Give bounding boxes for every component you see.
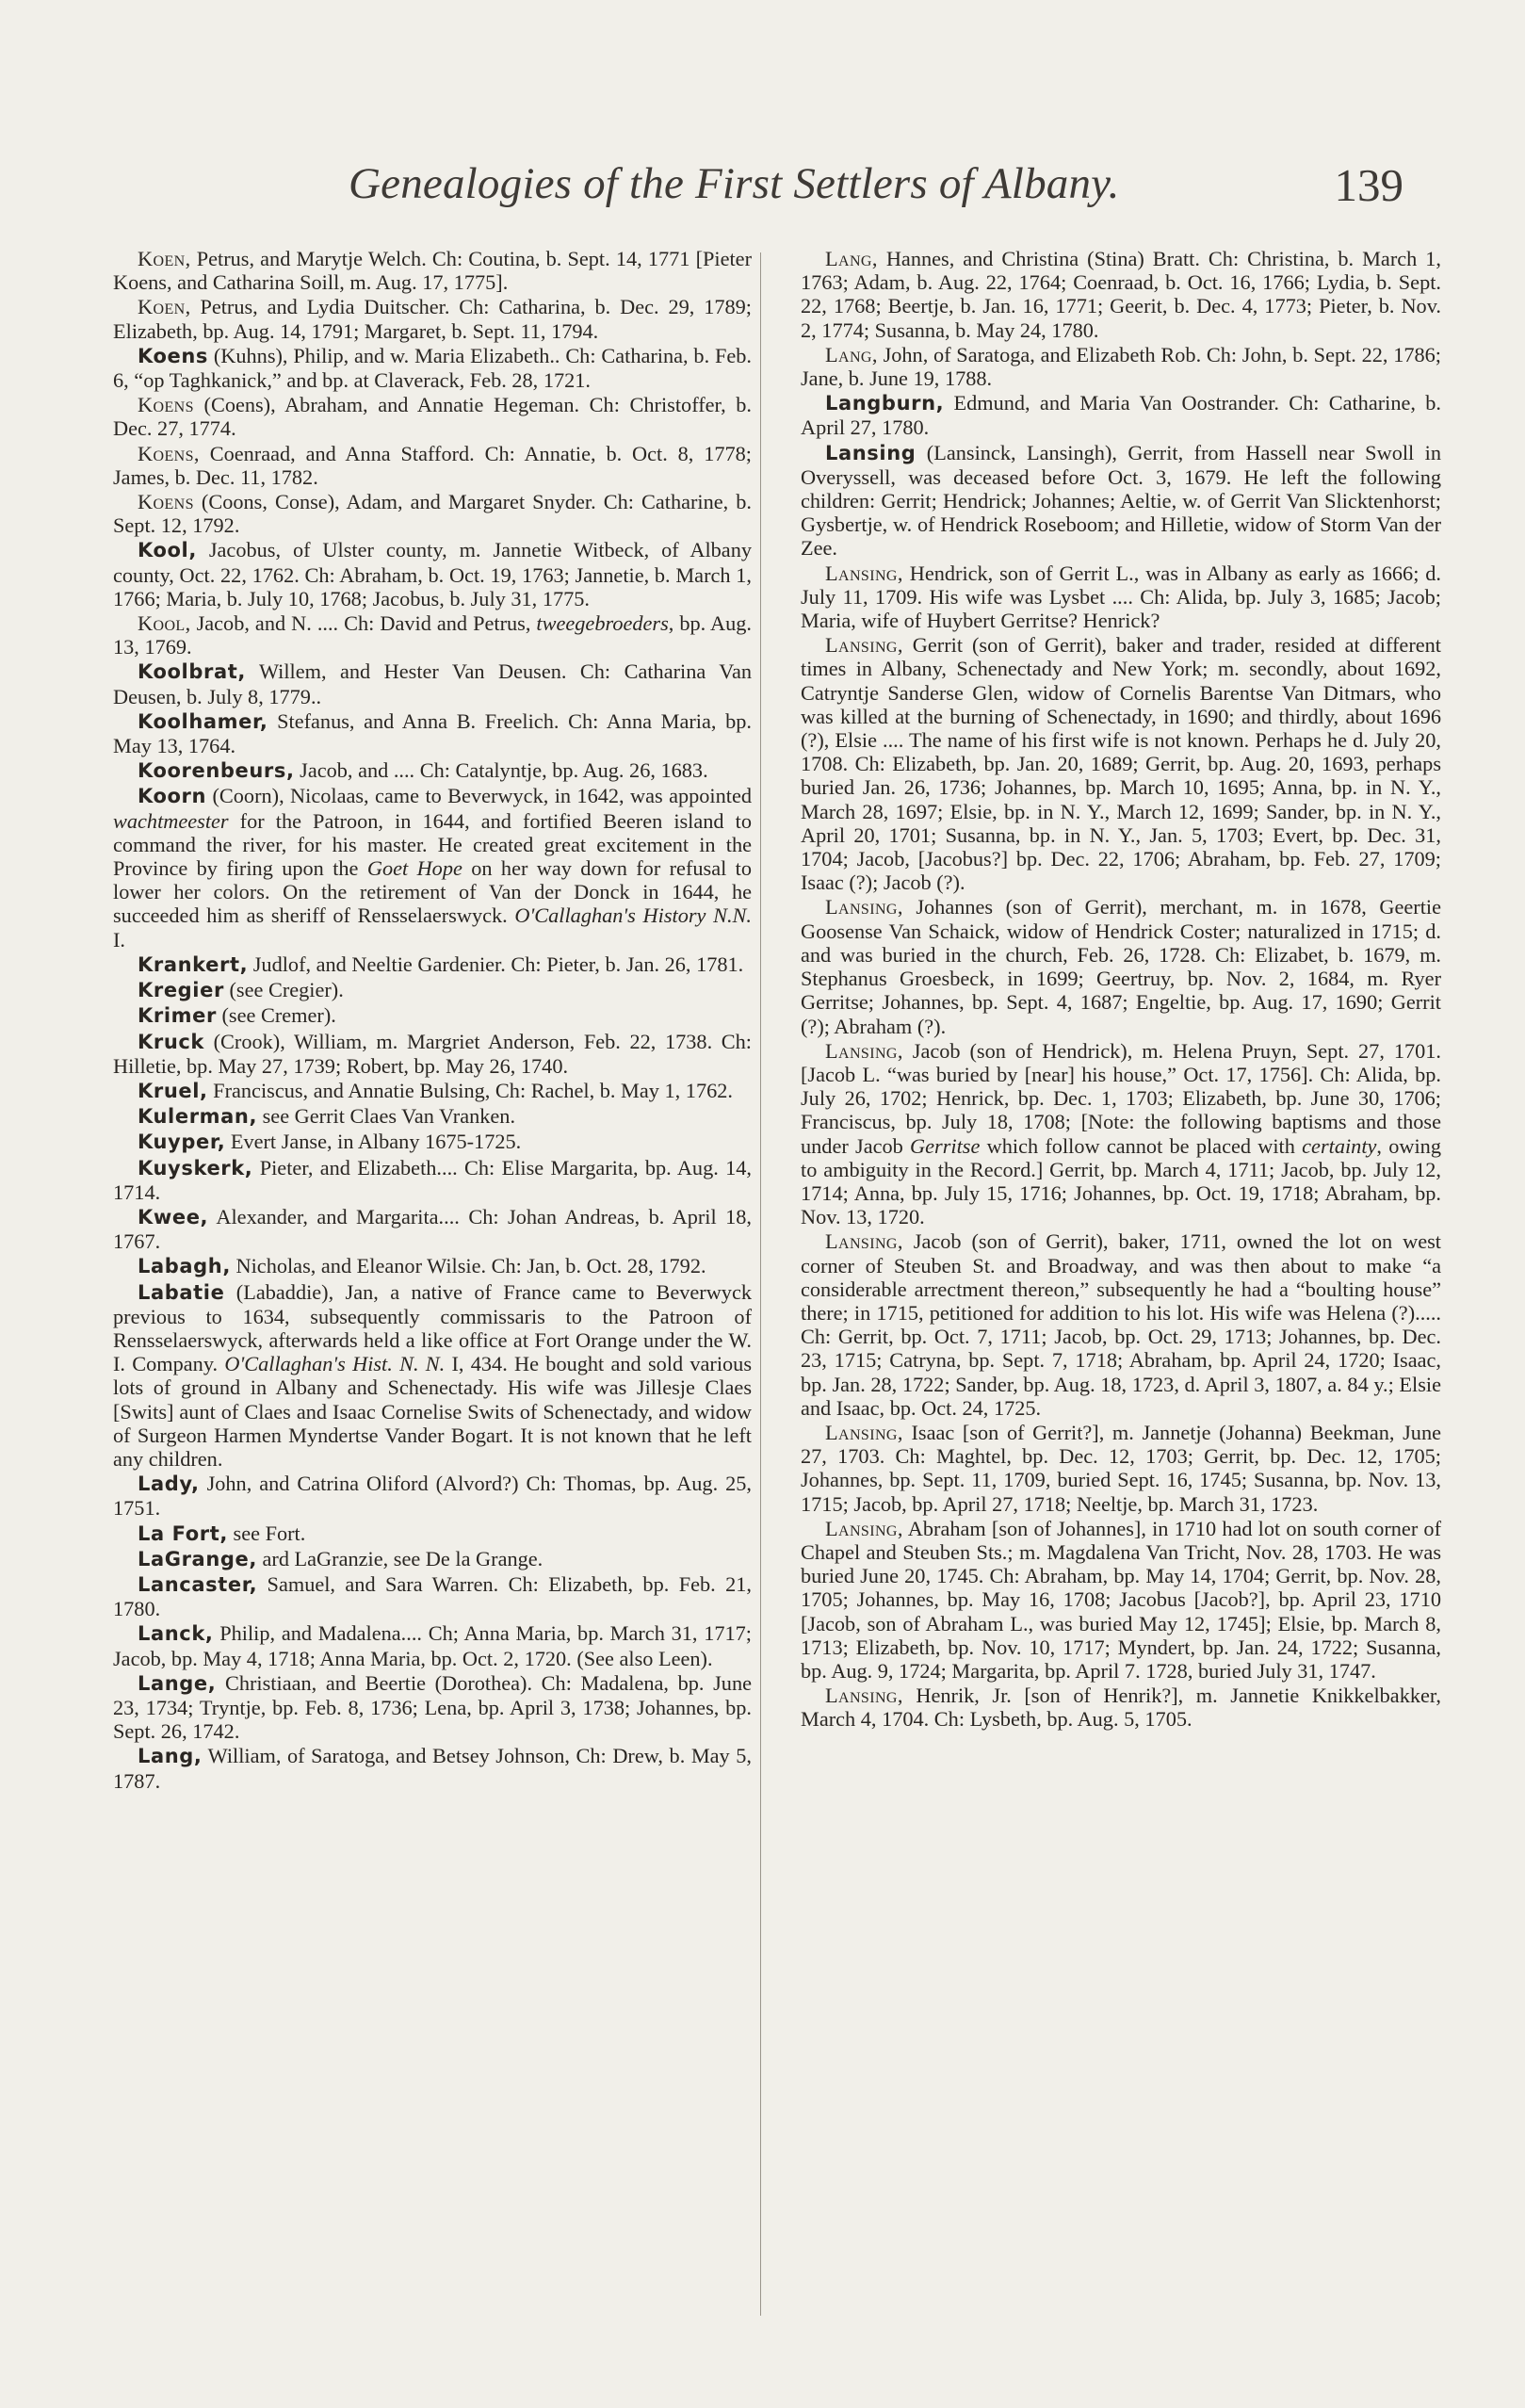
entry-text: (Coorn), Nicolaas, came to Beverwyck, in 1642, was appointed — [206, 784, 752, 808]
entry-text: Pieter, and Elizabeth.... Ch: Elise Margarita, bp. Aug. 14, 1714. — [113, 1155, 752, 1204]
entry-text: I, 434. He bought and sold various lots of ground in Albany and Schenectady. His wife was Jillesje Claes [Swits] aunt of Claes and Isaac Cornelise Swits of Schenectady, and widow of Surgeon Harmen Myndertse Vander Bogart. It is not known that he left any children. — [113, 1352, 753, 1471]
entry-surname: Koens — [138, 344, 209, 367]
entry-italic-text: wachtmeester — [113, 808, 229, 833]
entry-surname: Lange, — [138, 1671, 217, 1695]
entry-surname: Lang, — [138, 1745, 203, 1768]
genealogy-entry — [801, 633, 1441, 894]
entry-text: Henrik, Jr. [son of Henrik?], m. Jannetie Knikkelbakker, March 4, 1704. Ch: Lysbeth, bp. Aug. 5, 1705. — [801, 1684, 1441, 1732]
genealogy-entry — [801, 1229, 1441, 1420]
entry-text: Coenraad, and Anna Stafford. Ch: Annatie, b. Oct. 8, 1778; James, b. Dec. 11, 1782. — [113, 441, 752, 489]
genealogy-entry — [113, 1030, 752, 1078]
entry-italic-text: tweegebroeders — [536, 611, 669, 636]
entry-surname: Koens — [138, 490, 194, 514]
entry-text: Johannes (son of Gerrit), merchant, m. in 1678, Geertie Goosense Van Schaick, widow of Hendrick Coster; naturalized in 1715; d. and was buried in the church, Feb. 26, 1728. Ch: Elizabet, b. 1679, m. Stephanus Groesbeck, in 1699; Geertruy, bp. Nov. 2, 1684, m. Ryer Gerritse; Johannes, bp. Sept. 4, 1687; Engeltie, bp. Aug. 17, 1690; Gerrit (?); Abraham (?). — [801, 895, 1441, 1038]
genealogy-entry — [113, 1572, 752, 1620]
entry-text: Samuel, and Sara Warren. Ch: Elizabeth, bp. Feb. 21, 1780. — [113, 1571, 752, 1621]
page-number: 139 — [1334, 159, 1403, 211]
genealogy-entry — [801, 1684, 1441, 1731]
entry-surname: Lansing, — [825, 1229, 903, 1254]
entry-surname: Kuyper, — [138, 1131, 226, 1154]
entry-italic-text: Gerritse — [910, 1133, 981, 1158]
entry-text: Abraham [son of Johannes], in 1710 had lot on south corner of Chapel and Steuben Sts.; m. Magdalena Van Tricht, Nov. 28, 1703. He was buried June 20, 1745. Ch: Abraham, bp. May 14, 1704; Gerrit, bp. Nov. 28, 1705; Johannes, bp. May 16, 1708; Jacobus [Jacob?], bp. April 23, 1710 [Jacob, son of Abraham L., was buried May 12, 1745]; Elsie, bp. March 8, 1713; Elizabeth, bp. Nov. 10, 1717; Myndert, bp. Jan. 24, 1722; Susanna, bp. Aug. 9, 1724; Margarita, bp. April 7. 1728, buried July 31, 1747. — [801, 1516, 1441, 1683]
entry-surname: Lancaster, — [138, 1572, 258, 1596]
genealogy-entry — [113, 1521, 752, 1546]
entry-surname: Krankert, — [138, 952, 249, 976]
entry-text: (Coens), Abraham, and Annatie Hegeman. Ch: Christoffer, b. Dec. 27, 1774. — [113, 393, 752, 441]
entry-text: Edmund, and Maria Van Oostrander. Ch: Catharine, b. April 27, 1780. — [801, 391, 1441, 440]
entry-surname: Kuyskerk, — [138, 1156, 253, 1180]
genealogy-entry — [801, 1517, 1441, 1683]
genealogy-entry — [113, 709, 752, 757]
genealogy-entry — [113, 1205, 752, 1253]
entry-text: Willem, and Hester Van Deusen. Ch: Catharina Van Deusen, b. July 8, 1779.. — [113, 659, 752, 708]
entry-surname: Labagh, — [138, 1255, 231, 1278]
entry-text: , bp. Aug. 13, 1769. — [113, 611, 752, 659]
entry-text: Jacob (son of Gerrit), baker, 1711, owned the lot on west corner of Steuben St. and Broadway, and was then about to make “a considerable arrectment thereon,” subsequently he had a “boulting house” there; in 1715, petitioned for addition to his lot. His wife was Helena (?)..... Ch: Gerrit, bp. Oct. 7, 1711; Jacob, bp. Oct. 29, 1713; Johannes, bp. Dec. 23, 1715; Catryna, bp. Sept. 7, 1718; Abraham, bp. April 24, 1720; Isaac, bp. Jan. 28, 1722; Sander, bp. Aug. 18, 1723, d. April 3, 1807, a. 84 y.; Elsie and Isaac, bp. Oct. 24, 1725. — [801, 1229, 1441, 1420]
genealogy-entry — [113, 1156, 752, 1204]
entry-surname: Lansing, — [825, 1420, 903, 1444]
entry-surname: Koolhamer, — [138, 709, 268, 733]
entry-italic-text: O'Callaghan's History N.N. — [514, 903, 752, 928]
genealogy-entry — [801, 1421, 1441, 1516]
entry-surname: Lanck, — [138, 1622, 214, 1646]
genealogy-entry — [801, 1039, 1441, 1229]
entry-text: I. — [113, 927, 125, 952]
entry-surname: Koen, — [138, 295, 191, 319]
entry-surname: LaGrange, — [138, 1547, 257, 1570]
genealogy-entry — [113, 247, 752, 294]
entry-surname: Lansing, — [825, 633, 903, 658]
genealogy-entry — [113, 538, 752, 610]
page-header — [349, 158, 1403, 224]
entry-surname: Kool, — [138, 539, 197, 562]
entry-text: John, and Catrina Oliford (Alvord?) Ch: Thomas, bp. Aug. 25, 1751. — [113, 1472, 752, 1521]
genealogy-entry — [113, 952, 752, 977]
entry-surname: Lansing, — [825, 561, 903, 585]
genealogy-entry — [801, 391, 1441, 439]
entry-text: Hannes, and Christina (Stina) Bratt. Ch: Christina, b. March 1, 1763; Adam, b. Aug. 22, 1764; Coenraad, b. Oct. 16, 1766; Lydia, b. Sept. 22, 1768; Beertje, b. Jan. 16, 1771; Geerit, b. Dec. 4, 1773; Pieter, b. Nov. 2, 1774; Susanna, b. May 24, 1780. — [801, 247, 1441, 342]
entry-text: (Coons, Conse), Adam, and Margaret Snyder. Ch: Catharine, b. Sept. 12, 1792. — [113, 490, 752, 538]
genealogy-entry — [113, 490, 752, 537]
genealogy-entry — [801, 441, 1441, 561]
genealogy-entry — [113, 344, 752, 392]
entry-text: Jacob, and .... Ch: Catalyntje, bp. Aug. 26, 1683. — [294, 758, 708, 783]
entry-text: William, of Saratoga, and Betsey Johnson, Ch: Drew, b. May 5, 1787. — [113, 1744, 752, 1793]
entry-surname: Lang, — [825, 342, 878, 366]
genealogy-entry — [113, 1280, 752, 1472]
entry-surname: Kwee, — [138, 1205, 209, 1228]
genealogy-entry — [113, 758, 752, 783]
entry-italic-text: O'Callaghan's Hist. N. N. — [224, 1352, 446, 1376]
entry-surname: Lansing — [825, 441, 917, 464]
entry-surname: Koolbrat, — [138, 660, 246, 684]
entry-text: (see Cregier). — [223, 978, 344, 1002]
genealogy-entry — [113, 1472, 752, 1520]
genealogy-entry — [113, 1671, 752, 1744]
genealogy-entry — [801, 343, 1441, 390]
entry-text: Jacob, and N. .... Ch: David and Petrus, — [190, 611, 537, 636]
genealogy-entry — [801, 561, 1441, 633]
running-title: Genealogies of the First Settlers of Albany. — [349, 159, 1120, 208]
entry-text: (Crook), William, m. Margriet Anderson, Feb. 22, 1738. Ch: Hilletie, bp. May 27, 1739; Robert, bp. May 26, 1740. — [113, 1029, 752, 1078]
genealogy-entry — [113, 1547, 752, 1571]
entry-surname: Lansing, — [825, 1684, 903, 1708]
entry-text: see Fort. — [227, 1521, 306, 1545]
entry-text: Jacobus, of Ulster county, m. Jannetie Witbeck, of Albany county, Oct. 22, 1762. Ch: Abraham, b. Oct. 19, 1763; Jannetie, b. March 1, 1766; Maria, b. July 10, 1768; Jacobus, b. July 31, 1775. — [113, 538, 752, 610]
entry-text: Petrus, and Lydia Duitscher. Ch: Catharina, b. Dec. 29, 1789; Elizabeth, bp. Aug. 14, 1791; Margaret, b. Sept. 11, 1794. — [113, 295, 752, 343]
genealogy-entry — [113, 1079, 752, 1103]
entry-surname: Kulerman, — [138, 1105, 258, 1129]
entry-surname: Lansing, — [825, 1516, 903, 1540]
entry-text: Stefanus, and Anna B. Freelich. Ch: Anna Maria, bp. May 13, 1764. — [113, 708, 752, 758]
entry-text: Evert Janse, in Albany 1675-1725. — [225, 1130, 522, 1154]
entry-text: (see Cremer). — [216, 1003, 336, 1028]
entry-text: (Kuhns), Philip, and w. Maria Elizabeth.. Ch: Catharina, b. Feb. 6, “op Taghkanick,” and bp. at Claverack, Feb. 28, 1721. — [113, 343, 752, 393]
left-column — [113, 247, 752, 1794]
entry-text: , owing to ambiguity in the Record.] Gerrit, bp. March 4, 1711; Jacob, bp. July 12, 1714; Anna, bp. July 15, 1716; Johannes, bp. Oct. 19, 1718; Abraham, bp. Nov. 13, 1720. — [801, 1133, 1441, 1229]
genealogy-entry — [113, 393, 752, 440]
entry-surname: Koen, — [138, 247, 191, 270]
genealogy-entry — [801, 247, 1441, 342]
entry-text: (Labaddie), Jan, a native of France came to Beverwyck previous to 1634, subsequently commissaris to the Patroon of Rensselaerswyck, afterwards held a like office at Fort Orange under the W. I. Company. — [113, 1279, 752, 1376]
genealogy-entry — [113, 611, 752, 659]
entry-surname: Kool, — [138, 611, 191, 636]
genealogy-entry — [113, 1254, 752, 1278]
entry-surname: Lady, — [138, 1472, 200, 1496]
entry-surname: Kruel, — [138, 1079, 208, 1102]
entry-surname: Lang, — [825, 247, 878, 270]
entry-surname: Lansing, — [825, 895, 903, 919]
genealogy-entry — [113, 1003, 752, 1028]
entry-italic-text: Goet Hope — [366, 856, 462, 881]
entry-text: Franciscus, and Annatie Bulsing, Ch: Rachel, b. May 1, 1762. — [207, 1078, 733, 1102]
entry-text: see Gerrit Claes Van Vranken. — [257, 1104, 516, 1129]
entry-surname: Krimer — [138, 1004, 217, 1028]
genealogy-entry — [113, 295, 752, 342]
entry-surname: Kruck — [138, 1030, 204, 1053]
entry-text: which follow cannot be placed with — [980, 1133, 1303, 1158]
genealogy-entry — [113, 784, 752, 951]
entry-text: John, of Saratoga, and Elizabeth Rob. Ch: John, b. Sept. 22, 1786; Jane, b. June 19, 1788. — [801, 342, 1441, 391]
entry-text: Alexander, and Margarita.... Ch: Johan Andreas, b. April 18, 1767. — [113, 1204, 752, 1254]
entry-surname: Langburn, — [825, 392, 945, 415]
entry-text: Isaac [son of Gerrit?], m. Jannetje (Johanna) Beekman, June 27, 1703. Ch: Maghtel, bp. Dec. 12, 1703; Gerrit, bp. Dec. 12, 1705; Johannes, bp. Sept. 11, 1709, buried Sept. 16, 1745; Susanna, bp. Nov. 13, 1715; Jacob, bp. April 27, 1718; Neeltje, bp. March 31, 1723. — [801, 1420, 1441, 1516]
genealogy-entry — [113, 659, 752, 708]
entry-text: (Lansinck, Lansingh), Gerrit, from Hassell near Swoll in Overyssell, was deceased before Oct. 3, 1679. He left the following children: Gerrit; Hendrick; Johannes; Aeltie, w. of Gerrit Van Slicktenhorst; Gysbertje, w. of Hendrick Roseboom; and Hilletie, widow of Storm Van der Zee. — [801, 440, 1441, 561]
entry-text: Jacob (son of Hendrick), m. Helena Pruyn, Sept. 27, 1701. [Jacob L. “was buried by [near] his house,” Oct. 17, 1756]. Ch: Alida, bp. July 26, 1702; Henrick, bp. Dec. 1, 1703; Elizabeth, bp. June 30, 1706; Franciscus, bp. July 18, 1708; [Note: the following baptisms and those under Jacob — [801, 1038, 1441, 1158]
entry-italic-text: certainty — [1302, 1133, 1377, 1158]
genealogy-entry — [113, 978, 752, 1002]
right-column — [801, 247, 1441, 1733]
entry-text: Gerrit (son of Gerrit), baker and trader, resided at different times in Albany, Schenectady and New York; m. secondly, about 1692, Catryntje Sanderse Glen, widow of Cornelis Barentse Van Ditmars, who was killed at the burning of Schenectady, in 1690; and thirdly, about 1696 (?), Elsie .... The name of his first wife is not known. Perhaps he d. July 20, 1708. Ch: Elizabeth, bp. Jan. 20, 1689; Gerrit, bp. Aug. 20, 1693, perhaps buried Jan. 26, 1736; Johannes, bp. March 10, 1695; Anna, bp. in N. Y., March 28, 1697; Elsie, bp. in N. Y., March 12, 1699; Sander, bp. in N. Y., April 20, 1701; Susanna, bp. in N. Y., Jan. 5, 1703; Evert, bp. Dec. 31, 1704; Jacob, [Jacobus?] bp. Dec. 22, 1706; Abraham, bp. Feb. 27, 1709; Isaac (?); Jacob (?). — [801, 633, 1441, 895]
entry-surname: Kregier — [138, 979, 224, 1002]
entry-surname: Koorenbeurs, — [138, 759, 295, 783]
entry-text: ard LaGranzie, see De la Grange. — [256, 1546, 543, 1570]
entry-surname: La Fort, — [138, 1521, 228, 1545]
entry-text: for the Patroon, in 1644, and fortified Beeren island to command the river, for his master. He created great excitement in the Province by firing upon the — [113, 808, 752, 881]
entry-text: Nicholas, and Eleanor Wilsie. Ch: Jan, b. Oct. 28, 1792. — [230, 1254, 706, 1278]
genealogy-entry — [113, 1621, 752, 1669]
entry-surname: Lansing, — [825, 1038, 903, 1063]
column-divider — [760, 252, 761, 2316]
genealogy-entry — [113, 1130, 752, 1154]
entry-text: Christiaan, and Beertie (Dorothea). Ch: Madalena, bp. June 23, 1734; Tryntje, bp. Feb. 8, 1736; Lena, bp. April 3, 1738; Johannes, bp. Sept. 26, 1742. — [113, 1670, 752, 1744]
entry-text: Petrus, and Marytje Welch. Ch: Coutina, b. Sept. 14, 1771 [Pieter Koens, and Catharina Soill, m. Aug. 17, 1775]. — [113, 247, 752, 295]
entry-text: on her way down for refusal to lower her colors. On the retirement of Van der Donck in 1644, he succeeded him as sheriff of Rensselaerswyck. — [113, 856, 753, 928]
genealogy-entry — [113, 1104, 752, 1129]
entry-surname: Koens — [138, 393, 194, 417]
entry-surname: Koorn — [138, 785, 207, 808]
genealogy-entry — [801, 895, 1441, 1037]
entry-surname: Koens, — [138, 441, 200, 465]
genealogy-entry — [113, 442, 752, 489]
entry-surname: Labatie — [138, 1280, 225, 1304]
entry-text: Hendrick, son of Gerrit L., was in Albany as early as 1666; d. July 11, 1709. His wife was Lysbet .... Ch: Alida, bp. July 3, 1685; Jacob; Maria, wife of Huybert Gerritse? Henrick? — [801, 561, 1441, 633]
entry-text: Philip, and Madalena.... Ch; Anna Maria, bp. March 31, 1717; Jacob, bp. May 4, 1718; Anna Maria, bp. Oct. 2, 1720. (See also Leen). — [113, 1621, 752, 1670]
entry-text: Judlof, and Neeltie Gardenier. Ch: Pieter, b. Jan. 26, 1781. — [248, 952, 744, 976]
genealogy-entry — [113, 1744, 752, 1792]
